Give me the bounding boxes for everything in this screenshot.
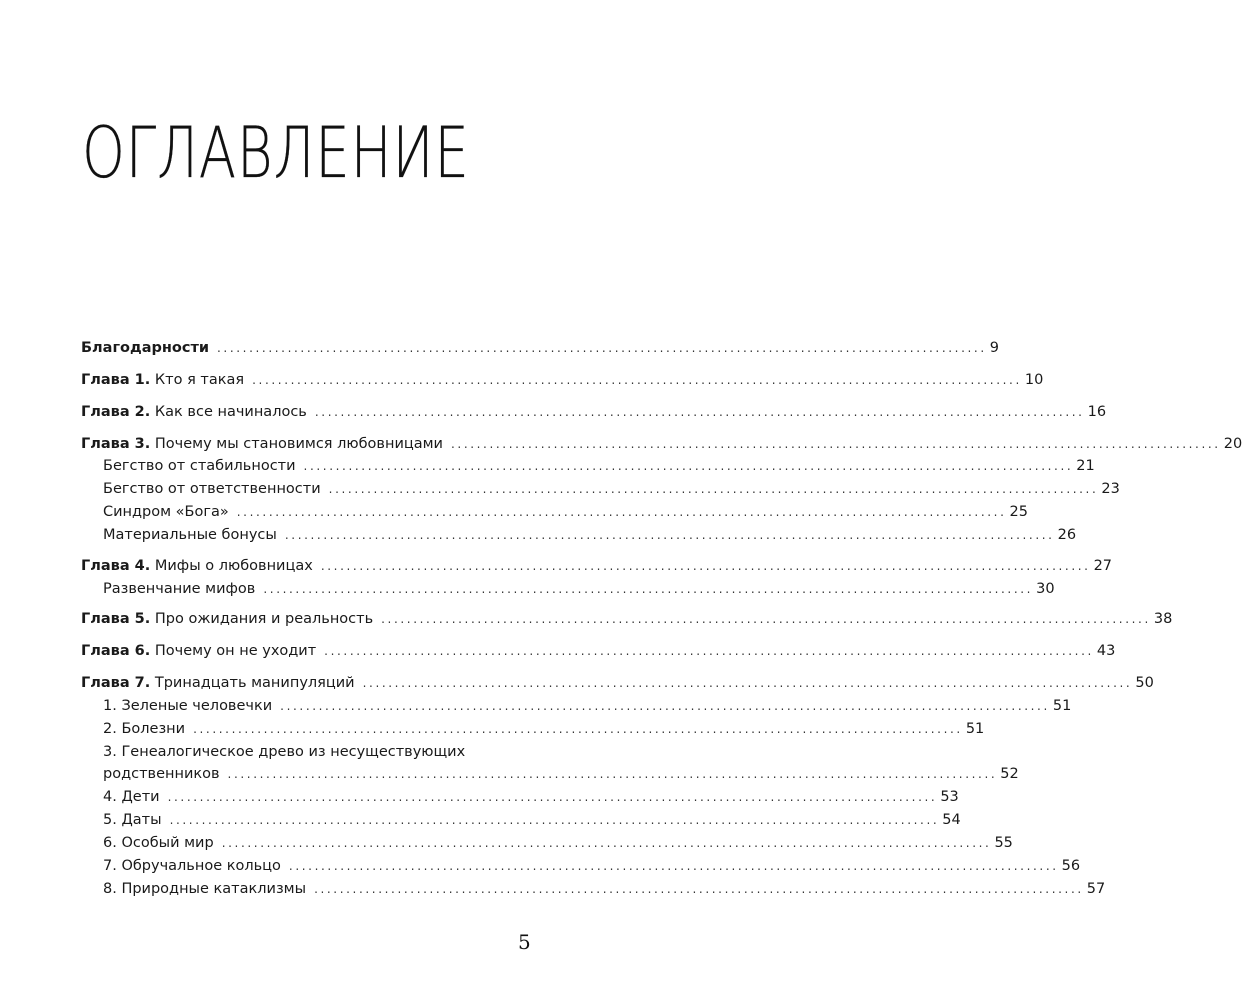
toc-leader: ........................................................................................................................	[193, 722, 963, 736]
toc-page-number: 21	[1076, 458, 1095, 474]
toc-leader: ........................................................................................................................	[227, 767, 998, 781]
toc-entry-label: 2. Болезни	[103, 721, 186, 737]
toc-page-number: 52	[1000, 766, 1019, 782]
toc-entry-thanks[interactable]	[81, 336, 999, 360]
toc-entry-chapter-7[interactable]	[81, 671, 1154, 695]
toc-leader: ........................................................................................................................	[280, 699, 1050, 713]
toc-entry-chapter-7-section-7[interactable]	[103, 854, 1081, 878]
toc-page-number: 55	[994, 835, 1013, 851]
toc-entry-label: Глава 4. Мифы о любовницах	[81, 558, 313, 574]
toc-leader: ........................................................................................................................	[288, 859, 1059, 873]
toc-entry-label: Глава 7. Тринадцать манипуляций	[81, 675, 355, 691]
toc-page-number: 9	[989, 340, 999, 356]
toc-entry-label: Глава 5. Про ожидания и реальность	[81, 611, 374, 627]
toc-leader: ........................................................................................................................	[328, 482, 1099, 496]
toc-leader: ........................................................................................................................	[263, 582, 1034, 596]
toc-entry-label: 6. Особый мир	[103, 835, 214, 851]
toc-entry-label: Синдром «Бога»	[103, 504, 229, 520]
toc-page-number: 27	[1093, 558, 1113, 574]
toc-page-number: 26	[1057, 527, 1077, 543]
toc-page-number: 57	[1086, 881, 1106, 897]
toc-entry-chapter-7-section-1[interactable]	[103, 694, 1072, 718]
toc-entry-chapter-5[interactable]	[81, 607, 1173, 631]
toc-leader: ........................................................................................................................	[236, 505, 1007, 519]
toc-entry-label: Бегство от стабильности	[103, 458, 296, 474]
toc-leader: ........................................................................................................................	[381, 612, 1151, 626]
toc-entry-label: 7. Обручальное кольцо	[103, 858, 281, 874]
page-title: ОГЛАВЛЕНИЕ	[82, 112, 470, 194]
toc-leader: ........................................................................................................................	[169, 813, 940, 827]
toc-entry-label: Развенчание мифов	[103, 581, 256, 597]
toc-entry-label: 3. Генеалогическое древо из несуществующих	[103, 744, 466, 760]
toc-entry-chapter-6[interactable]	[81, 639, 1116, 663]
toc-page-number: 38	[1153, 611, 1173, 627]
toc-leader: ........................................................................................................................	[252, 373, 1022, 387]
toc-page-number: 30	[1036, 581, 1055, 597]
toc-leader: ........................................................................................................................	[314, 882, 1084, 896]
toc-leader: ........................................................................................................................	[314, 405, 1085, 419]
toc-entry-label: 1. Зеленые человечки	[103, 698, 273, 714]
toc-entry-label: 4. Дети	[103, 789, 160, 805]
toc-leader: ........................................................................................................................	[167, 790, 938, 804]
toc-entry-chapter-4[interactable]	[81, 554, 1113, 578]
toc-entry-chapter-2[interactable]	[81, 400, 1107, 424]
toc-entry-label: Глава 6. Почему он не уходит	[81, 643, 317, 659]
toc-entry-chapter-3-section-2[interactable]	[103, 477, 1120, 501]
toc-page-number: 20	[1223, 436, 1242, 452]
toc-entry-chapter-4-section-1[interactable]	[103, 577, 1055, 601]
page-number: 5	[518, 930, 531, 954]
toc-page-number: 51	[1052, 698, 1072, 714]
toc-page-number: 25	[1009, 504, 1028, 520]
toc-entry-chapter-7-section-8[interactable]	[103, 877, 1106, 901]
toc-page-number: 50	[1135, 675, 1154, 691]
toc-entry-chapter-3[interactable]	[81, 432, 1242, 456]
toc-page-number: 51	[965, 721, 985, 737]
toc-entry-label: Материальные бонусы	[103, 527, 277, 543]
toc-entry-chapter-1[interactable]	[81, 368, 1044, 392]
toc-page-number: 10	[1024, 372, 1044, 388]
toc-entry-label: Глава 3. Почему мы становимся любовницами	[81, 436, 443, 452]
toc-entry-label: Глава 1. Кто я такая	[81, 372, 245, 388]
toc-entry-label: 5. Даты	[103, 812, 162, 828]
toc-page-number: 53	[940, 789, 959, 805]
toc-entry-chapter-7-section-3-line-2[interactable]	[103, 762, 1019, 786]
toc-leader: ........................................................................................................................	[324, 644, 1094, 658]
toc-page-number: 54	[942, 812, 961, 828]
toc-entry-label: Благодарности	[81, 340, 210, 356]
toc-entry-label: 8. Природные катаклизмы	[103, 881, 307, 897]
toc-leader: ........................................................................................................................	[450, 437, 1221, 451]
toc-page-number: 56	[1061, 858, 1081, 874]
toc-entry-chapter-7-section-5[interactable]	[103, 808, 961, 832]
toc-entry-chapter-7-section-2[interactable]	[103, 717, 985, 741]
toc-leader: ........................................................................................................................	[362, 676, 1133, 690]
toc-leader: ........................................................................................................................	[284, 528, 1055, 542]
toc-entry-chapter-7-section-3-line-1[interactable]	[103, 740, 530, 764]
toc-entry-chapter-3-section-4[interactable]	[103, 523, 1077, 547]
toc-page-number: 43	[1096, 643, 1116, 659]
toc-entry-label: родственников	[103, 766, 220, 782]
toc-entry-chapter-7-section-4[interactable]	[103, 785, 959, 809]
toc-entry-chapter-3-section-3[interactable]	[103, 500, 1028, 524]
toc-page-number: 23	[1101, 481, 1120, 497]
toc-leader: ........................................................................................................................	[217, 341, 987, 355]
toc-entry-label: Бегство от ответственности	[103, 481, 321, 497]
toc-leader: ........................................................................................................................	[221, 836, 992, 850]
toc-page-number: 16	[1087, 404, 1107, 420]
toc-entry-chapter-7-section-6[interactable]	[103, 831, 1013, 855]
toc-leader: ........................................................................................................................	[320, 559, 1091, 573]
toc-entry-label: Глава 2. Как все начиналось	[81, 404, 307, 420]
toc-entry-chapter-3-section-1[interactable]	[103, 454, 1095, 478]
toc-leader: ........................................................................................................................	[303, 459, 1074, 473]
